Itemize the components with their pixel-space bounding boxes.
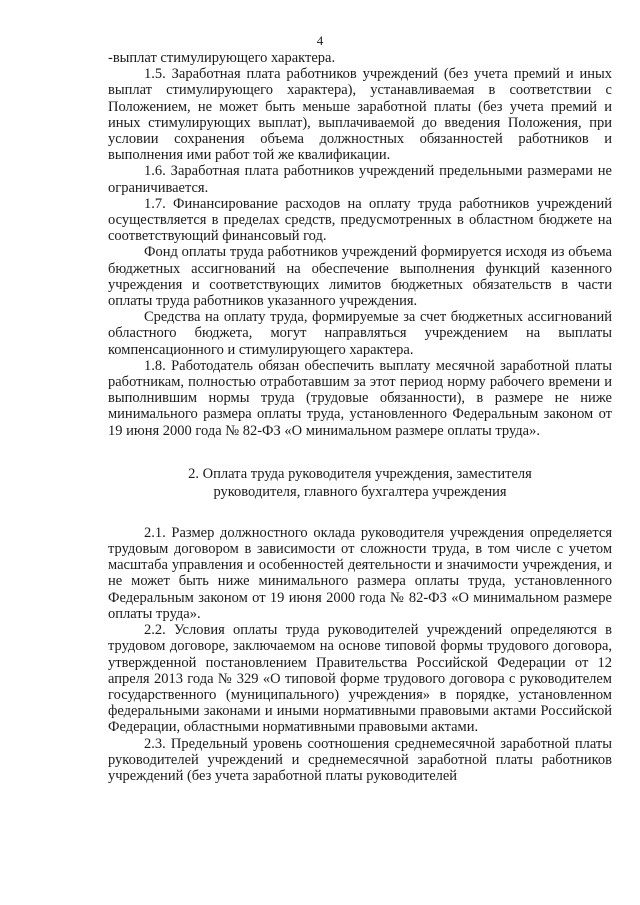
paragraph-wage-fund: Фонд оплаты труда работников учреждений формируется исходя из объема бюджетных ассигнований на обеспечение выполнения функций казенного учреждения и соответствующих лимитов бюджетных обязательств в части оплаты труда работников указанного учреждения.: [108, 244, 612, 310]
document-body: [108, 50, 612, 784]
section-heading-line-1: 2. Оплата труда руководителя учреждения, заместителя: [188, 465, 532, 482]
paragraph-1-6: 1.6. Заработная плата работников учреждений предельными размерами не ограничивается.: [108, 163, 612, 196]
paragraph-1-7: 1.7. Финансирование расходов на оплату труда работников учреждений осуществляется в пределах средств, предусмотренных в областном бюджете на соответствующий финансовый год.: [108, 195, 612, 245]
paragraph-1-5: 1.5. Заработная плата работников учреждений (без учета премий и иных выплат стимулирующего характера), устанавливаемая в соответствии с Положением, не может быть меньше заработной платы (без учета премий и иных стимулирующих выплат), выплачиваемой до введения Положения, при условии сохранения объема должностных обязанностей работников и выполнения ими работ той же квалификации.: [108, 66, 612, 164]
paragraph-2-3: 2.3. Предельный уровень соотношения среднемесячной заработной платы руководителей учреждений и среднемесячной заработной платы работников учреждений (без учета заработной платы руководителей: [108, 735, 612, 784]
paragraph-continuation: -выплат стимулирующего характера.: [108, 50, 336, 66]
paragraph-funds-use: Средства на оплату труда, формируемые за счет бюджетных ассигнований областного бюджета, могут направляться учреждением на выплаты компенсационного и стимулирующего характера.: [108, 309, 612, 358]
paragraph-1-8: 1.8. Работодатель обязан обеспечить выплату месячной заработной платы работникам, полностью отработавшим за этот период норму рабочего времени и выполнившим нормы труда (трудовые обязанности), в размере не ниже минимального размера оплаты труда, установленного Федеральным законом от 19 июня 2000 года № 82-ФЗ «О минимальном размере оплаты труда».: [108, 357, 612, 439]
section-heading: [108, 465, 612, 501]
page-number: 4: [316, 33, 324, 48]
paragraph-2-1: 2.1. Размер должностного оклада руководителя учреждения определяется трудовым договором в зависимости от сложности труда, в том числе с учетом масштаба управления и особенностей деятельности и значимости учреждения, и не может быть ниже минимального размера оплаты труда, установленного Федеральным законом от 19 июня 2000 года № 82-ФЗ «О минимальном размере оплаты труда».: [108, 524, 612, 622]
paragraph-2-2: 2.2. Условия оплаты труда руководителей учреждений определяются в трудовом договоре, заключаемом на основе типовой формы трудового договора, утвержденной постановлением Правительства Российской Федерации от 12 апреля 2013 года № 329 «О типовой форме трудового договора с руководителем государственного (муниципального) учреждения» в порядке, установленном федеральными законами и иными нормативными правовыми актами Российской Федерации, областными нормативными правовыми актами.: [108, 622, 612, 736]
section-heading-line-2: руководителя, главного бухгалтера учреждения: [213, 483, 507, 500]
